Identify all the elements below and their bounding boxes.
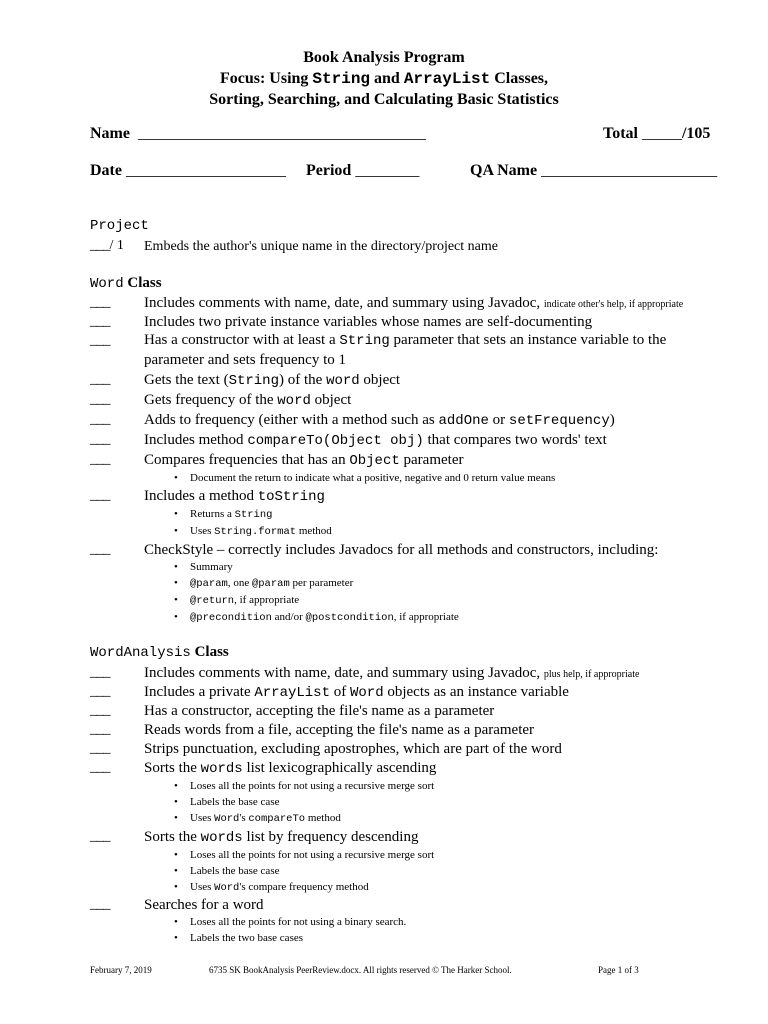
wa-item-7-sub-2: • Labels the base case — [190, 864, 279, 878]
word-class-text: Class — [123, 275, 162, 291]
footer-page: Page 1 of 3 — [598, 965, 639, 975]
word-item-8-b: parameter — [399, 452, 464, 468]
word-item-4 — [144, 371, 400, 391]
wa-item-7-sub-3-a: Uses — [190, 881, 215, 893]
wa-item-5-blank[interactable]: ___ — [90, 740, 110, 756]
wa-item-7-blank[interactable]: ___ — [90, 828, 110, 844]
qa-blank[interactable]: ______________________ — [541, 162, 718, 179]
date-blank[interactable]: ____________________ — [125, 162, 286, 179]
wa-item-1-note: plus help, if appropriate — [543, 669, 640, 680]
wordanalysis-class-code: WordAnalysis — [90, 645, 191, 661]
word-item-8-sub-1: • Document the return to indicate what a positive, negative and 0 return value means — [190, 471, 555, 485]
word-item-6-code2: setFrequency — [508, 413, 610, 429]
wa-item-6-sub-3-b: 's — [239, 812, 249, 824]
total-label: Total — [603, 125, 638, 142]
word-item-8-blank[interactable]: ___ — [90, 451, 110, 467]
word-item-4-a: Gets the text ( — [144, 372, 229, 388]
period-label: Period — [306, 162, 352, 179]
wa-item-6-sub-3-a: Uses — [190, 812, 215, 824]
word-item-9-sub-1 — [190, 507, 272, 522]
word-item-4-b: ) of the — [278, 372, 327, 388]
word-item-4-code: String — [228, 373, 279, 389]
word-item-3-a: Has a constructor with at least a — [144, 332, 340, 348]
word-item-6-c: ) — [609, 412, 615, 428]
word-item-10: CheckStyle – correctly includes Javadocs for all methods and constructors, including: — [144, 542, 659, 558]
footer-date: February 7, 2019 — [90, 965, 152, 975]
word-item-9-sub-2 — [190, 524, 332, 539]
wa-item-7-a: Sorts the — [144, 829, 201, 845]
word-item-10-sub-4-b: , if appropriate — [393, 611, 459, 623]
word-item-7 — [144, 431, 607, 451]
wa-item-4-blank[interactable]: ___ — [90, 721, 110, 737]
page-subtitle: Sorting, Searching, and Calculating Basic Statistics — [209, 91, 559, 108]
word-item-7-a: Includes method — [144, 432, 248, 448]
wa-item-2-c: objects as an instance variable — [383, 684, 569, 700]
date-field[interactable] — [90, 162, 286, 180]
wa-item-5: Strips punctuation, excluding apostrophes, which are part of the word — [144, 741, 562, 757]
name-blank[interactable]: ____________________________________ — [137, 125, 426, 142]
word-item-1-blank[interactable]: ___ — [90, 294, 110, 310]
word-item-10-blank[interactable]: ___ — [90, 541, 110, 557]
wa-item-6 — [144, 759, 436, 779]
wa-item-2-a: Includes a private — [144, 684, 255, 700]
word-item-10-sub-1: • Summary — [190, 560, 233, 574]
word-item-9-code: toString — [257, 489, 325, 505]
word-item-5-blank[interactable]: ___ — [90, 391, 110, 407]
word-item-5-b: object — [310, 392, 352, 408]
word-item-4-code2: word — [326, 373, 360, 389]
wa-item-2 — [144, 683, 569, 703]
wa-item-1-text: Includes comments with name, date, and summary using Javadoc, — [144, 665, 544, 681]
qa-name-field[interactable] — [470, 162, 717, 180]
word-item-9-a: Includes a method — [144, 488, 258, 504]
wa-item-7-sub-1: • Loses all the points for not using a recursive merge sort — [190, 848, 434, 862]
word-item-10-sub-3-a: , if appropriate — [234, 594, 300, 606]
word-item-5 — [144, 391, 351, 411]
word-item-9-sub-2-b: method — [296, 525, 332, 537]
word-item-6-code: addOne — [438, 413, 489, 429]
wa-item-7-code: words — [200, 830, 243, 846]
wordanalysis-class-heading — [90, 644, 229, 661]
word-item-10-sub-3 — [190, 593, 299, 608]
project-item: Embeds the author's unique name in the directory/project name — [144, 239, 498, 254]
word-item-10-sub-2-b: per parameter — [289, 577, 354, 589]
word-item-10-sub-4-a: and/or — [271, 611, 306, 623]
wa-item-2-code: ArrayList — [254, 685, 330, 701]
project-score[interactable] — [90, 237, 124, 254]
focus-suffix: Classes, — [490, 70, 549, 87]
word-item-4-c: object — [359, 372, 401, 388]
wa-item-8-sub-2: • Labels the two base cases — [190, 931, 303, 945]
word-item-8-code: Object — [349, 453, 400, 469]
total-blank[interactable]: _____ — [641, 125, 682, 142]
wa-item-2-code2: Word — [350, 685, 384, 701]
name-field[interactable] — [90, 125, 426, 143]
wa-item-2-blank[interactable]: ___ — [90, 683, 110, 699]
focus-and: and — [370, 70, 404, 87]
wa-item-7-sub-3-b: 's compare frequency method — [239, 881, 369, 893]
qa-label: QA Name — [470, 162, 538, 179]
word-item-3 — [144, 331, 724, 370]
page-title: Book Analysis Program — [303, 49, 465, 66]
word-item-4-blank[interactable]: ___ — [90, 371, 110, 387]
wa-item-1-blank[interactable]: ___ — [90, 664, 110, 680]
wa-item-8: Searches for a word — [144, 897, 264, 913]
wa-item-6-blank[interactable]: ___ — [90, 759, 110, 775]
word-item-6-blank[interactable]: ___ — [90, 411, 110, 427]
word-item-1-note: indicate other's help, if appropriate — [543, 299, 684, 310]
project-points: / 1 — [109, 238, 124, 253]
wa-item-6-sub-3-code2: compareTo — [248, 813, 306, 825]
focus-class-string: String — [312, 70, 371, 88]
word-item-5-a: Gets frequency of the — [144, 392, 278, 408]
word-item-2: Includes two private instance variables whose names are self-documenting — [144, 314, 593, 330]
wordanalysis-class-text: Class — [190, 644, 229, 660]
wa-item-6-sub-1: • Loses all the points for not using a recursive merge sort — [190, 779, 434, 793]
wa-item-6-a: Sorts the — [144, 760, 201, 776]
word-item-9-sub-1-a: Returns a — [190, 508, 235, 520]
word-item-8 — [144, 451, 463, 471]
word-item-7-b: that compares two words' text — [423, 432, 607, 448]
word-item-3-code: String — [339, 333, 390, 349]
wa-item-4: Reads words from a file, accepting the file's name as a parameter — [144, 722, 535, 738]
wa-item-7-sub-3 — [190, 880, 369, 895]
word-item-7-blank[interactable]: ___ — [90, 431, 110, 447]
focus-prefix: Focus: Using — [219, 70, 313, 87]
total-value: /105 — [681, 125, 711, 142]
wa-item-6-sub-3-c: method — [305, 812, 341, 824]
wa-item-6-sub-2: • Labels the base case — [190, 795, 279, 809]
word-item-1-text: Includes comments with name, date, and summary using Javadoc, — [144, 295, 544, 311]
period-field[interactable] — [306, 162, 419, 180]
project-heading: Project — [90, 218, 149, 234]
wa-item-6-sub-3 — [190, 811, 341, 826]
word-item-10-sub-2-code2: @param — [251, 578, 290, 590]
word-item-9-blank[interactable]: ___ — [90, 487, 110, 503]
word-class-heading — [90, 275, 162, 292]
page-focus-line — [0, 68, 768, 90]
word-item-10-sub-4-code2: @postcondition — [305, 612, 394, 624]
word-item-9-sub-2-a: Uses — [190, 525, 215, 537]
focus-class-arraylist: ArrayList — [403, 70, 491, 88]
word-item-6 — [144, 411, 615, 431]
word-item-9 — [144, 487, 325, 507]
word-item-9-sub-2-code: String.format — [214, 526, 297, 538]
word-item-10-sub-4-code: @precondition — [190, 612, 272, 624]
wa-item-1 — [144, 664, 639, 684]
period-blank[interactable]: ________ — [355, 162, 420, 179]
word-item-3-b: parameter that sets an instance variable to the parameter and sets frequency to 1 — [144, 332, 667, 368]
total-field[interactable] — [603, 125, 710, 143]
word-item-9-sub-1-code: String — [234, 509, 273, 521]
name-label: Name — [90, 125, 130, 142]
word-item-1 — [144, 294, 683, 314]
wa-item-6-sub-3-code: Word — [214, 813, 240, 825]
wa-item-6-code: words — [200, 761, 243, 777]
word-item-5-code: word — [277, 393, 311, 409]
word-item-8-a: Compares frequencies that has an — [144, 452, 350, 468]
wa-item-3-blank[interactable]: ___ — [90, 702, 110, 718]
wa-item-7-b: list by frequency descending — [242, 829, 419, 845]
word-item-10-sub-2-code: @param — [190, 578, 228, 590]
word-item-2-blank[interactable]: ___ — [90, 313, 110, 329]
word-item-10-sub-3-code: @return — [190, 595, 235, 607]
word-item-7-code: compareTo(Object obj) — [247, 433, 424, 449]
wa-item-8-sub-1: • Loses all the points for not using a binary search. — [190, 915, 406, 929]
project-score-blank[interactable]: ___ — [90, 237, 110, 253]
word-item-3-blank[interactable]: ___ — [90, 332, 110, 348]
word-class-code: Word — [90, 276, 124, 292]
wa-item-8-blank[interactable]: ___ — [90, 896, 110, 912]
word-item-10-sub-2 — [190, 576, 353, 591]
wa-item-6-b: list lexicographically ascending — [242, 760, 437, 776]
word-item-10-sub-2-a: , one — [227, 577, 252, 589]
wa-item-7-sub-3-code: Word — [214, 882, 240, 894]
wa-item-7 — [144, 828, 418, 848]
word-item-6-b: or — [488, 412, 509, 428]
word-item-6-a: Adds to frequency (either with a method such as — [144, 412, 439, 428]
word-item-10-sub-4 — [190, 610, 459, 625]
footer-file: 6735 SK BookAnalysis PeerReview.docx. All rights reserved © The Harker School. — [209, 965, 512, 975]
wa-item-3: Has a constructor, accepting the file's name as a parameter — [144, 703, 495, 719]
wa-item-2-b: of — [330, 684, 350, 700]
date-label: Date — [90, 162, 122, 179]
